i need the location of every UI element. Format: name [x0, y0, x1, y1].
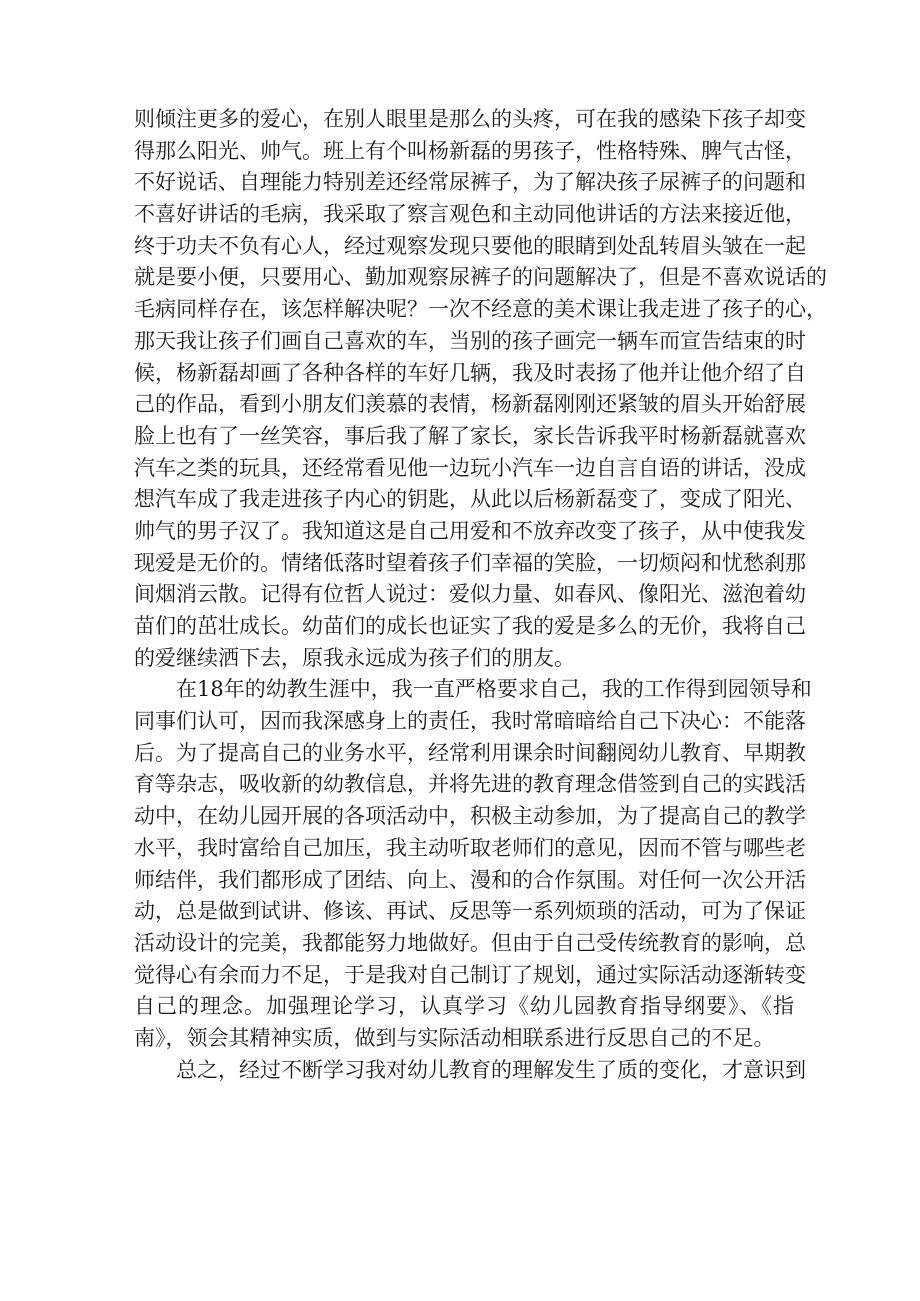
document-body-text — [134, 104, 827, 1086]
paragraph-line: 在18年的幼教生涯中，我一直严格要求自己，我的工作得到园领导和 — [176, 677, 812, 702]
paragraph-line: 脸上也有了一丝笑容，事后我了解了家长，家长告诉我平时杨新磊就喜欢 — [134, 423, 806, 448]
paragraph-line: 终于功夫不负有心人，经过观察发现只要他的眼睛到处乱转眉头皱在一起 — [134, 233, 806, 258]
paragraph — [134, 1055, 806, 1087]
paragraph-line: 毛病同样存在，该怎样解决呢？一次不经意的美术课让我走进了孩子的心， — [134, 297, 827, 322]
paragraph-line: 的爱继续洒下去，原我永远成为孩子们的朋友。 — [134, 645, 575, 670]
paragraph-line: 想汽车成了我走进孩子内心的钥匙，从此以后杨新磊变了，变成了阳光、 — [134, 487, 806, 512]
paragraph — [134, 674, 812, 1054]
paragraph-line: 得那么阳光、帅气。班上有个叫杨新磊的男孩子，性格特殊、脾气古怪， — [134, 138, 806, 163]
paragraph-line: 那天我让孩子们画自己喜欢的车，当别的孩子画完一辆车而宣告结束的时 — [134, 328, 806, 353]
paragraph-line: 南》，领会其精神实质，做到与实际活动相联系进行反思自己的不足。 — [134, 1025, 775, 1050]
paragraph-line: 水平，我时富给自己加压，我主动听取老师们的意见，因而不管与哪些老 — [134, 835, 806, 860]
paragraph-line: 觉得心有余而力不足，于是我对自己制订了规划，通过实际活动逐渐转变 — [134, 962, 806, 987]
paragraph-line: 现爱是无价的。情绪低落时望着孩子们幸福的笑脸，一切烦闷和忧愁刹那 — [134, 550, 806, 575]
paragraph-line: 苗们的茁壮成长。幼苗们的成长也证实了我的爱是多么的无价，我将自己 — [134, 614, 806, 638]
paragraph-line: 不好说话、自理能力特别差还经常尿裤子，为了解决孩子尿裤子的问题和 — [134, 170, 806, 195]
paragraph-line: 不喜好讲话的毛病，我采取了察言观色和主动同他讲话的方法来接近他， — [134, 202, 806, 227]
paragraph-line: 则倾注更多的爱心，在别人眼里是那么的头疼，可在我的感染下孩子却变 — [134, 107, 806, 131]
paragraph-line: 师结伴，我们都形成了团结、向上、漫和的合作氛围。对任何一次公开活 — [134, 867, 806, 892]
paragraph-line: 动中，在幼儿园开展的各项活动中，积极主动参加，为了提高自己的教学 — [134, 804, 806, 829]
paragraph-line: 同事们认可，因而我深感身上的责任，我时常暗暗给自己下决心：不能落 — [134, 709, 806, 734]
paragraph — [134, 104, 827, 674]
paragraph-line: 动，总是做到试讲、修该、再试、反思等一系列烦琐的活动，可为了保证 — [134, 899, 806, 924]
paragraph-line: 总之，经过不断学习我对幼儿教育的理解发生了质的变化，才意识到 — [176, 1057, 806, 1082]
paragraph-line: 就是要小便，只要用心、勤加观察尿裤子的问题解决了，但是不喜欢说话的 — [134, 265, 827, 290]
paragraph-line: 己的作品，看到小朋友们羡慕的表情，杨新磊刚刚还紧皱的眉头开始舒展 — [134, 392, 806, 417]
paragraph-line: 间烟消云散。记得有位哲人说过：爱似力量、如春风、像阳光、滋泡着幼 — [134, 582, 806, 607]
paragraph-line: 活动设计的完美，我都能努力地做好。但由于自己受传统教育的影响，总 — [134, 930, 806, 955]
paragraph-line: 自己的理念。加强理论学习，认真学习《幼儿园教育指导纲要》、《指 — [134, 994, 794, 1019]
paragraph-line: 候，杨新磊却画了各种各样的车好几辆，我及时表扬了他并让他介绍了自 — [134, 360, 806, 385]
paragraph-line: 育等杂志，吸收新的幼教信息，并将先进的教育理念借签到自己的实践活 — [134, 772, 806, 797]
paragraph-line: 帅气的男子汉了。我知道这是自己用爱和不放弃改变了孩子，从中使我发 — [134, 518, 806, 543]
paragraph-line: 后。为了提高自己的业务水平，经常利用课余时间翻阅幼儿教育、早期教 — [134, 740, 806, 765]
paragraph-line: 汽车之类的玩具，还经常看见他一边玩小汽车一边自言自语的讲话，没成 — [134, 455, 806, 480]
